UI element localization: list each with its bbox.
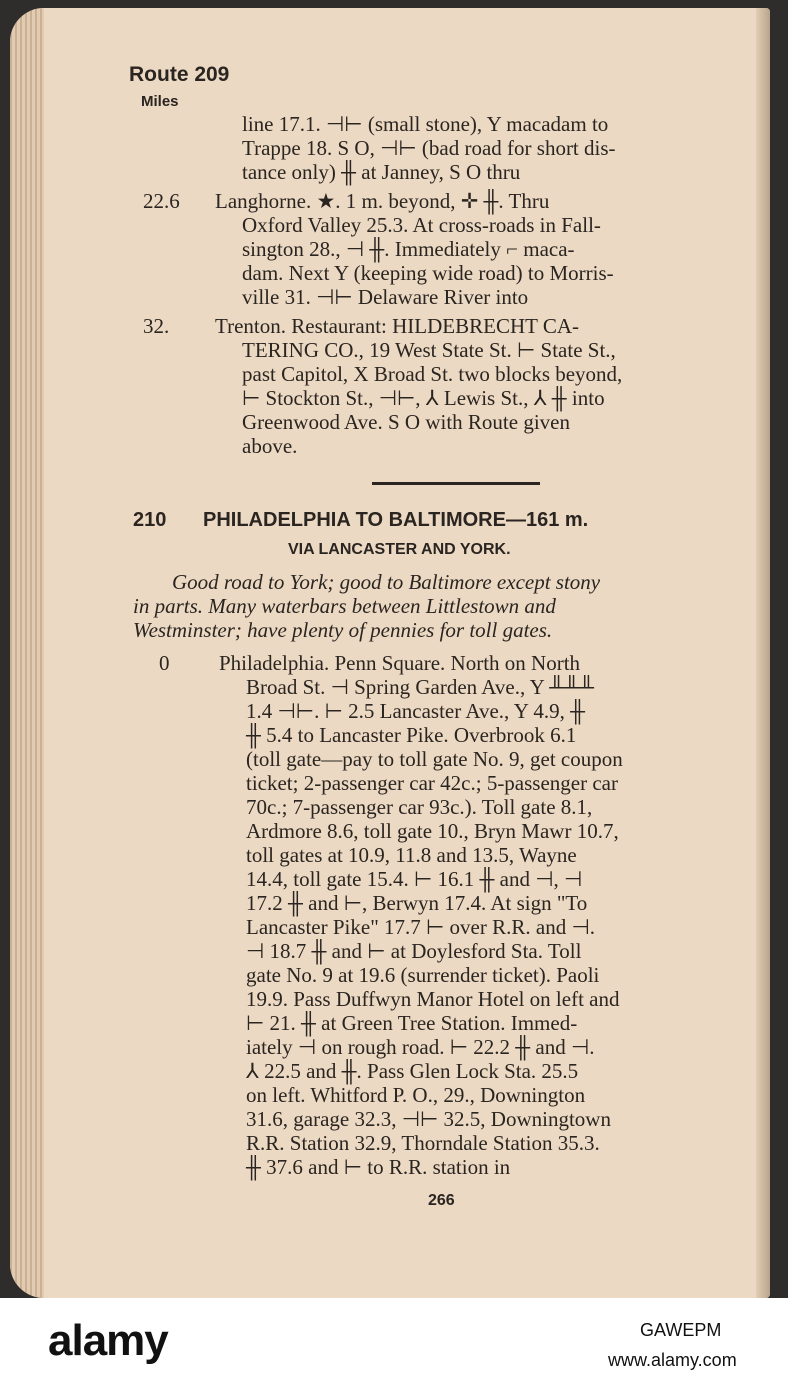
intro-line: Good road to York; good to Baltimore except stony [172, 570, 601, 594]
text-line: ⅄ 22.5 and ╫. Pass Glen Lock Sta. 25.5 [246, 1059, 579, 1083]
text-line: sington 28., ⊣ ╫. Immediately ⌐ maca- [242, 237, 575, 261]
mile-marker: 0 [159, 651, 170, 675]
book-page [10, 8, 770, 1298]
text-line: above. [242, 434, 298, 458]
text-line: 1.4 ⊣⊢. ⊢ 2.5 Lancaster Ave., Y 4.9, ╫ [246, 699, 585, 723]
text-line: gate No. 9 at 19.6 (surrender ticket). Paoli [246, 963, 600, 987]
text-line: toll gates at 10.9, 11.8 and 13.5, Wayne [246, 843, 577, 867]
text-line: ticket; 2-passenger car 42c.; 5-passenger car [246, 771, 618, 795]
text-line: Greenwood Ave. S O with Route given [242, 410, 570, 434]
page-edge [10, 8, 44, 1298]
text-line: 19.9. Pass Duffwyn Manor Hotel on left and [246, 987, 620, 1011]
page-gutter [756, 8, 770, 1298]
brand-logo: alamy [48, 1316, 168, 1365]
intro-line: Westminster; have plenty of pennies for toll gates. [133, 618, 553, 642]
text-line: TERING CO., 19 West State St. ⊢ State St., [242, 338, 616, 362]
page-number: 266 [428, 1192, 455, 1209]
route-header: Route 209 [129, 63, 230, 86]
text-line: ⊣ 18.7 ╫ and ⊢ at Doylesford Sta. Toll [246, 939, 582, 963]
text-line: iately ⊣ on rough road. ⊢ 22.2 ╫ and ⊣. [246, 1035, 595, 1059]
intro-line: in parts. Many waterbars between Littlestown and [133, 594, 556, 618]
watermark-footer [0, 1298, 788, 1390]
image-id: GAWEPM [640, 1320, 722, 1340]
text-line: on left. Whitford P. O., 29., Downington [246, 1083, 586, 1107]
text-line: Trappe 18. S O, ⊣⊢ (bad road for short dis- [242, 136, 616, 160]
text-line: tance only) ╫ at Janney, S O thru [242, 160, 521, 184]
text-line: Philadelphia. Penn Square. North on North [219, 651, 581, 675]
text-line: ville 31. ⊣⊢ Delaware River into [242, 285, 529, 309]
text-line: past Capitol, X Broad St. two blocks beyond, [242, 362, 623, 386]
route-subtitle: VIA LANCASTER AND YORK. [288, 541, 511, 558]
text-line: ⊢ Stockton St., ⊣⊢, ⅄ Lewis St., ⅄ ╫ into [242, 386, 605, 410]
mile-marker: 32. [143, 314, 170, 338]
route-number: 210 [133, 509, 167, 531]
text-line: Trenton. Restaurant: HILDEBRECHT CA- [215, 314, 579, 338]
text-line: Oxford Valley 25.3. At cross-roads in Fall- [242, 213, 601, 237]
text-line: 17.2 ╫ and ⊢, Berwyn 17.4. At sign "To [246, 891, 588, 915]
text-line: Broad St. ⊣ Spring Garden Ave., Y ╨╨╨ [246, 675, 594, 699]
miles-label: Miles [141, 93, 179, 110]
route-title: PHILADELPHIA TO BALTIMORE—161 m. [203, 509, 589, 531]
text-line: Lancaster Pike" 17.7 ⊢ over R.R. and ⊣. [246, 915, 596, 939]
text-line: Langhorne. ★. 1 m. beyond, ✛ ╫. Thru [215, 189, 550, 213]
text-line: (toll gate—pay to toll gate No. 9, get coupon [246, 747, 623, 771]
text-line: line 17.1. ⊣⊢ (small stone), Y macadam to [242, 112, 609, 136]
text-line: 31.6, garage 32.3, ⊣⊢ 32.5, Downingtown [246, 1107, 611, 1131]
site-url: www.alamy.com [608, 1350, 737, 1370]
text-line: 14.4, toll gate 15.4. ⊢ 16.1 ╫ and ⊣, ⊣ [246, 867, 583, 891]
text-line: R.R. Station 32.9, Thorndale Station 35.3. [246, 1131, 600, 1155]
text-line: Ardmore 8.6, toll gate 10., Bryn Mawr 10.7, [246, 819, 619, 843]
text-line: 70c.; 7-passenger car 93c.). Toll gate 8.1, [246, 795, 593, 819]
text-line: ╫ 37.6 and ⊢ to R.R. station in [246, 1155, 511, 1179]
text-line: ⊢ 21. ╫ at Green Tree Station. Immed- [246, 1011, 578, 1035]
text-line: dam. Next Y (keeping wide road) to Morris- [242, 261, 614, 285]
mile-marker: 22.6 [143, 189, 180, 213]
section-divider [372, 482, 540, 485]
text-line: ╫ 5.4 to Lancaster Pike. Overbrook 6.1 [246, 723, 577, 747]
